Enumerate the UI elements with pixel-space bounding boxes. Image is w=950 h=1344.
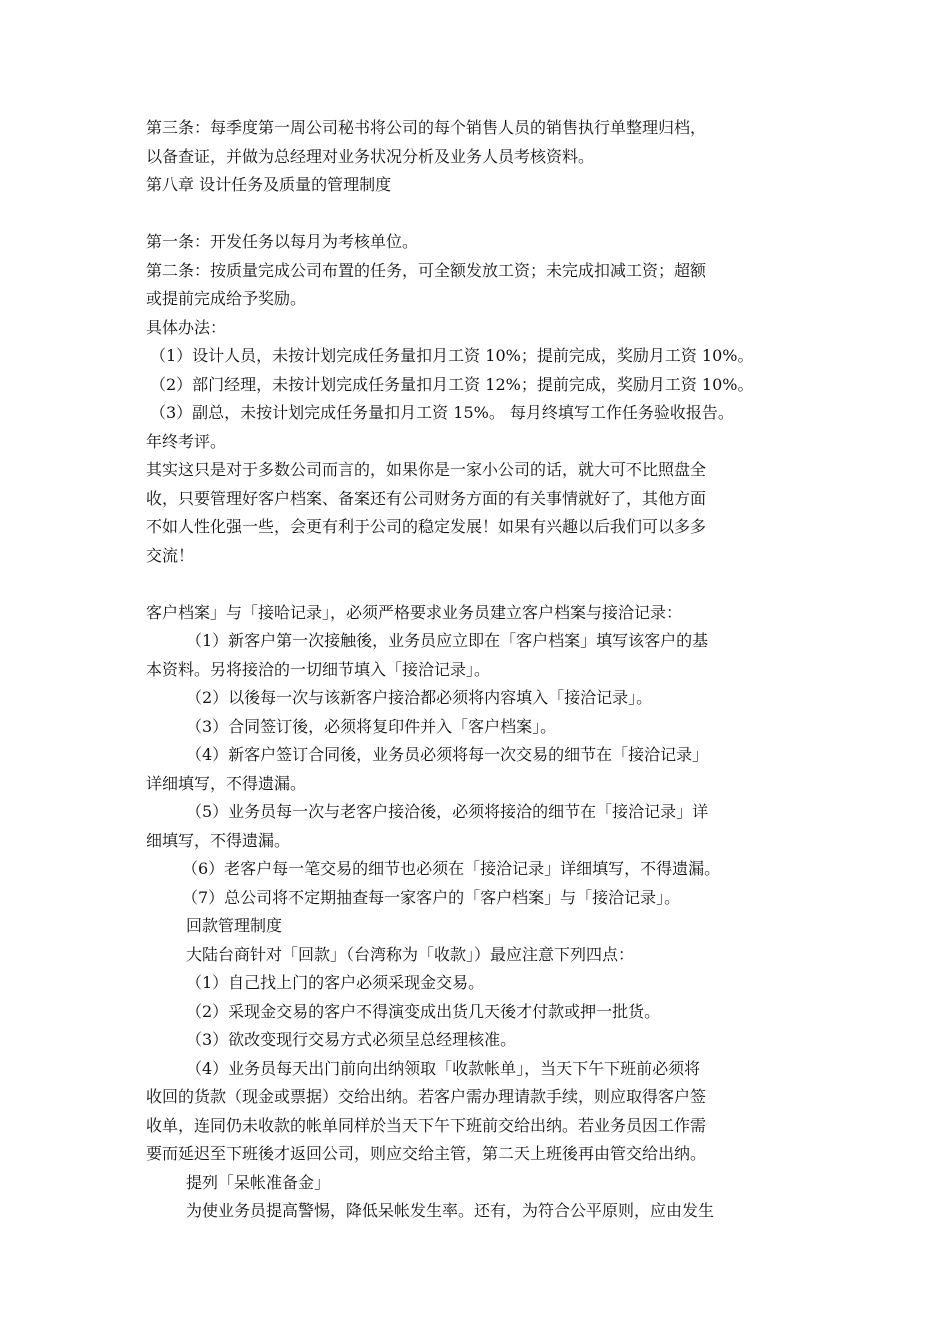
text-line: （7）总公司将不定期抽查每一家客户的「客户档案」与「接洽记录」。 <box>182 887 681 907</box>
text-line: 第二条：按质量完成公司布置的任务，可全额发放工资；未完成扣减工资；超额 <box>146 260 707 280</box>
text-line: 细填写，不得遗漏。 <box>146 830 291 850</box>
text-line: 收回的货款（现金或票据）交给出纳。若客户需办理请款手续，则应取得客户签 <box>146 1087 707 1106</box>
text-line: 收单，连同仍未收款的帐单同样於当天下午下班前交给出纳。若业务员因工作需 <box>146 1115 707 1135</box>
text-line: 第三条：每季度第一周公司秘书将公司的每个销售人员的销售执行单整理归档， <box>146 118 707 137</box>
text-line: 具体办法： <box>146 317 227 337</box>
text-line: （2）部门经理，未按计划完成任务量扣月工资 12%；提前完成，奖励月工资 10%。 <box>150 374 754 394</box>
text-line: 要而延迟至下班後才返回公司，则应交给主管，第二天上班後再由管交给出纳。 <box>146 1144 707 1163</box>
text-line: 其实这只是对于多数公司而言的，如果你是一家小公司的话，就大可不比照盘全 <box>146 460 707 479</box>
text-line: 年终考评。 <box>146 431 227 451</box>
text-line: （6）老客户每一笔交易的细节也必须在「接洽记录」详细填写，不得遗漏。 <box>182 859 721 878</box>
text-line: 提列「呆帐准备金」 <box>186 1172 331 1192</box>
text-line: （4）业务员每天出门前向出纳领取「收款帐单」，当天下午下班前必须将 <box>186 1058 701 1078</box>
text-line: 本资料。另将接洽的一切细节填入「接洽记录」。 <box>146 659 491 679</box>
document-body <box>146 114 806 1226</box>
blank-line <box>146 200 806 229</box>
text-line: （4）新客户签订合同後，业务员必须将每一次交易的细节在「接洽记录」 <box>186 745 709 764</box>
text-line: 收，只要管理好客户档案、备案还有公司财务方面的有关事情就好了，其他方面 <box>146 488 707 508</box>
text-line: （3）欲改变现行交易方式必须呈总经理核准。 <box>186 1030 517 1049</box>
text-line: （3）合同签订後，必须将复印件并入「客户档案」。 <box>186 716 557 736</box>
text-line: （2）采现金交易的客户不得演变成出货几天後才付款或押一批货。 <box>186 1001 661 1021</box>
blank-line <box>146 570 806 599</box>
text-line: （3）副总，未按计划完成任务量扣月工资 15%。 每月终填写工作任务验收报告。 <box>150 403 734 422</box>
text-line: （1）自己找上门的客户必须采现金交易。 <box>186 973 485 992</box>
text-line: 客户档案」与「接哈记录」，必须严格要求业务员建立客户档案与接洽记录： <box>146 602 683 622</box>
text-line: （1）设计人员，未按计划完成任务量扣月工资 10%；提前完成，奖励月工资 10%。 <box>150 346 754 365</box>
text-line: 回款管理制度 <box>186 916 283 935</box>
text-line: 第八章 设计任务及质量的管理制度 <box>146 175 392 194</box>
text-line: 交流！ <box>146 545 195 565</box>
text-line: （1）新客户第一次接触後，业务员应立即在「客户档案」填写该客户的基 <box>186 631 709 650</box>
text-line: （2）以後每一次与该新客户接洽都必须将内容填入「接洽记录」。 <box>186 688 653 707</box>
text-line: 大陆台商针对「回款」（台湾称为「收款」）最应注意下列四点： <box>186 944 635 964</box>
text-line: （5）业务员每一次与老客户接洽後，必须将接洽的细节在「接洽记录」详 <box>186 802 709 821</box>
text-line: 详细填写，不得遗漏。 <box>146 773 307 793</box>
text-line: 或提前完成给予奖励。 <box>146 289 307 308</box>
text-line: 以备查证，并做为总经理对业务状况分析及业务人员考核资料。 <box>146 146 595 166</box>
text-line: 不如人性化强一些，会更有利于公司的稳定发展！如果有兴趣以后我们可以多多 <box>146 517 707 536</box>
text-line: 第一条：开发任务以每月为考核单位。 <box>146 232 419 251</box>
text-line: 为使业务员提高警惕，降低呆帐发生率。还有，为符合公平原则，应由发生 <box>186 1201 715 1220</box>
